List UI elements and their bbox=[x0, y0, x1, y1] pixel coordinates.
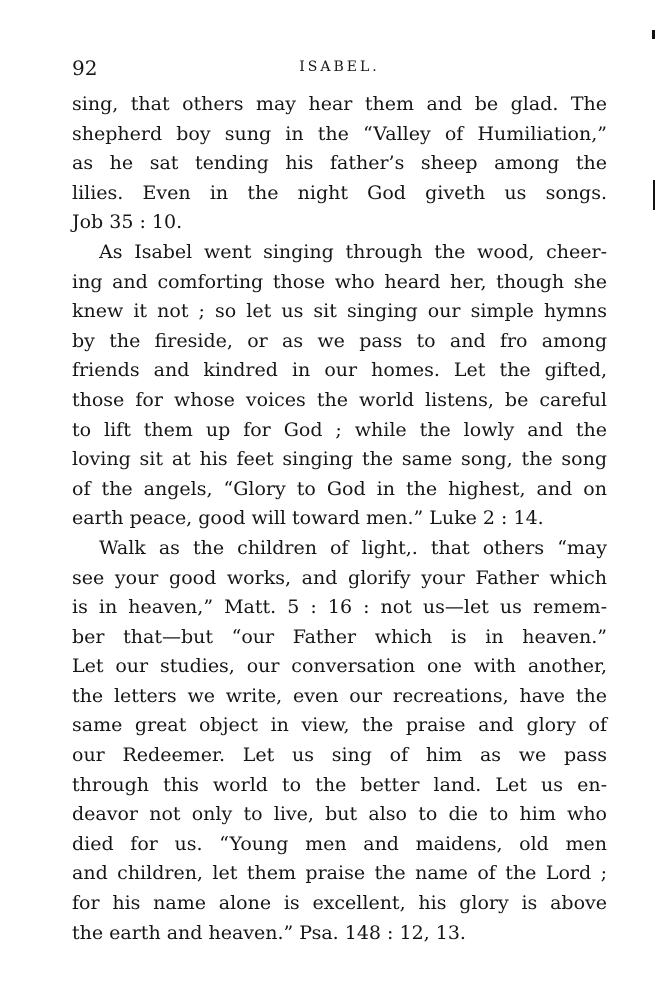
text-line: for his name alone is excellent, his glory is above bbox=[72, 892, 607, 915]
text-line: As Isabel went singing through the wood, cheer- bbox=[99, 240, 607, 263]
text-line: through this world to the better land. Let us en- bbox=[72, 773, 607, 796]
text-line: lilies. Even in the night God giveth us songs. bbox=[72, 181, 607, 204]
text-line: is in heaven,” Matt. 5 : 16 : not us—let us remem- bbox=[72, 596, 607, 619]
text-line: of the angels, “Glory to God in the highest, and on bbox=[72, 477, 607, 500]
page-header bbox=[72, 56, 607, 82]
page-number: 92 bbox=[72, 56, 98, 80]
text-line: same great object in view, the praise and glory of bbox=[72, 714, 607, 737]
text-line: those for whose voices the world listens, be careful bbox=[72, 388, 607, 411]
page-edge-mark bbox=[652, 30, 655, 39]
paragraph bbox=[72, 90, 607, 238]
text-line: shepherd boy sung in the “Valley of Humiliation,” bbox=[72, 122, 607, 145]
text-line: friends and kindred in our homes. Let the gifted, bbox=[72, 359, 607, 382]
text-line: died for us. “Young men and maidens, old men bbox=[72, 832, 607, 855]
text-line: the letters we write, even our recreations, have the bbox=[72, 684, 607, 707]
text-line: to lift them up for God ; while the lowly and the bbox=[72, 418, 607, 441]
text-line: deavor not only to live, but also to die to him who bbox=[72, 803, 607, 826]
text-line: ing and comforting those who heard her, though she bbox=[72, 270, 607, 293]
text-line: sing, that others may hear them and be glad. The bbox=[72, 93, 607, 115]
body-text bbox=[72, 90, 607, 948]
text-line: earth peace, good will toward men.” Luke 2 : 14. bbox=[72, 507, 544, 530]
running-title: ISABEL. bbox=[299, 59, 380, 75]
text-line: Job 35 : 10. bbox=[72, 211, 183, 234]
text-line: Let our studies, our conversation one with another, bbox=[72, 655, 607, 678]
text-line: as he sat tending his father’s sheep among the bbox=[72, 152, 607, 175]
text-line: Walk as the children of light,. that others “may bbox=[99, 536, 607, 559]
text-line: ber that—but “our Father which is in heaven.” bbox=[72, 625, 607, 648]
paragraph bbox=[72, 238, 607, 534]
text-line: see your good works, and glorify your Father which bbox=[72, 566, 607, 589]
text-line: knew it not ; so let us sit singing our simple hymns bbox=[72, 300, 607, 323]
text-line: our Redeemer. Let us sing of him as we pass bbox=[72, 744, 607, 767]
text-line: by the fireside, or as we pass to and fro among bbox=[72, 329, 607, 352]
text-line: the earth and heaven.” Psa. 148 : 12, 13. bbox=[72, 921, 466, 944]
text-line: and children, let them praise the name of the Lord ; bbox=[72, 862, 607, 885]
page-edge-mark bbox=[653, 180, 655, 210]
text-line: loving sit at his feet singing the same song, the song bbox=[72, 448, 607, 471]
paragraph bbox=[72, 534, 607, 948]
